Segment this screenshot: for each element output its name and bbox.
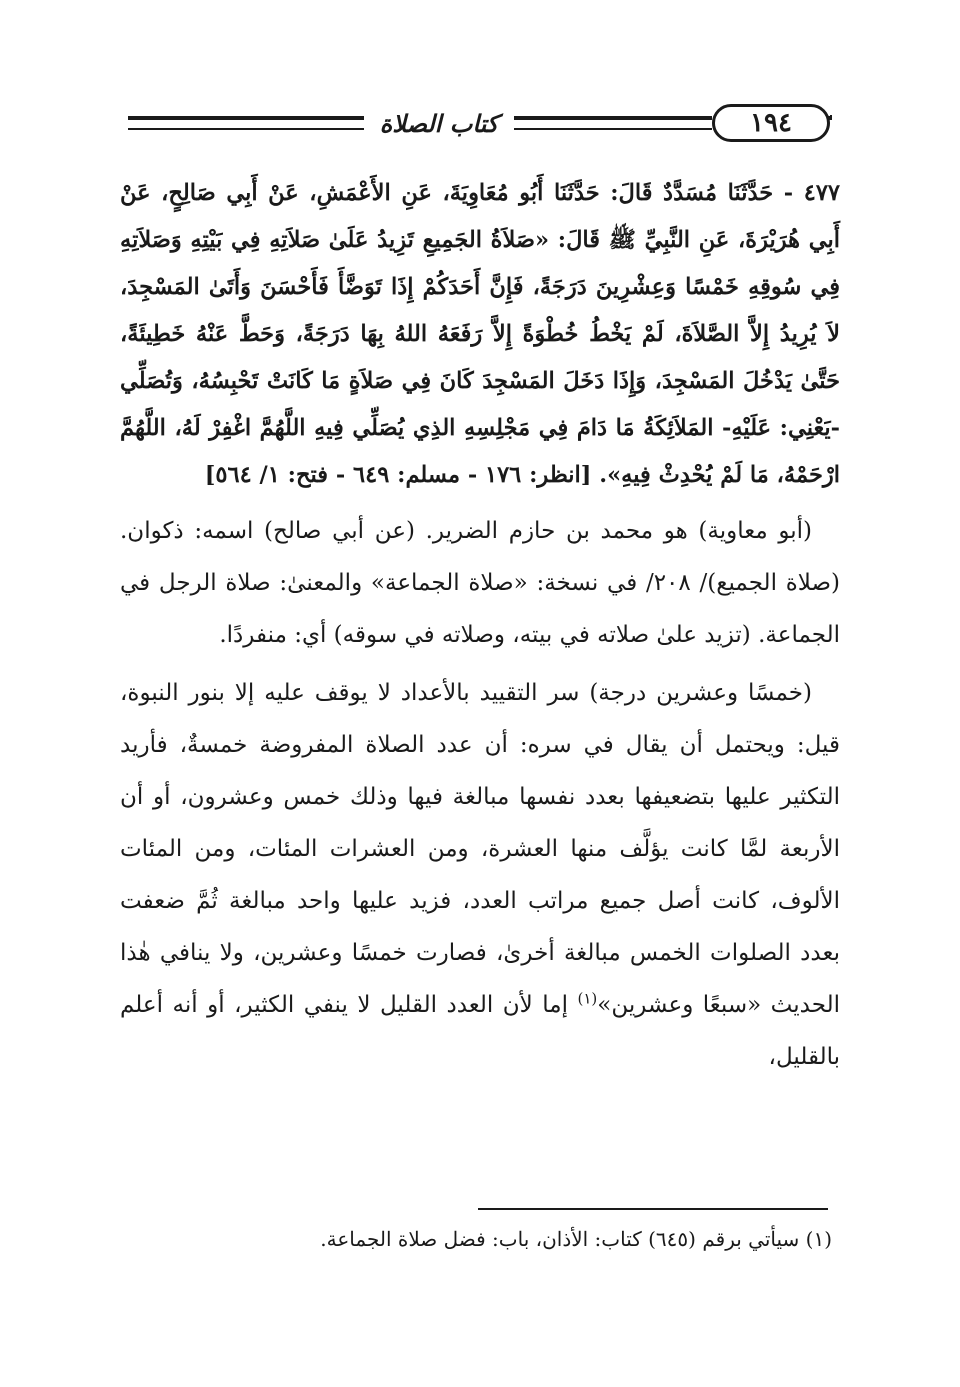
page-header xyxy=(128,102,832,146)
header-rule-middle-top xyxy=(514,116,712,120)
footnote-separator xyxy=(478,1208,828,1210)
footnote: (١) سيأتي برقم (٦٤٥) كتاب: الأذان، باب: فضل صلاة الجماعة. xyxy=(320,1227,832,1251)
header-rule-left-top xyxy=(128,116,364,120)
commentary-paragraph-2-tail: إما لأن العدد القليل لا ينفي الكثير، أو أنه أعلم بالقليل، xyxy=(120,992,840,1070)
header-rule-middle-bottom xyxy=(514,128,712,130)
hadith-text: ٤٧٧ - حَدَّثَنَا مُسَدَّدٌ قَالَ: حَدَّثَنَا أَبُو مُعَاوِيَةَ، عَنِ الأَعْمَشِ، عَنْ أَبِي صَالِحٍ، عَنْ أَبِي هُرَيْرَةَ، عَنِ النَّبِيِّ ﷺ قَالَ: «صَلاَةُ الجَمِيعِ تَزِيدُ عَلَىٰ صَلاَتِهِ فِي بَيْتِهِ وَصَلاَتِهِ فِي سُوقِهِ خَمْسًا وَعِشْرِينَ دَرَجَةً، فَإِنَّ أَحَدَكُمْ إِذَا تَوَضَّأَ فَأَحْسَنَ وَأَتَىٰ المَسْجِدَ، لاَ يُرِيدُ إِلاَّ الصَّلاَةَ، لَمْ يَخْطُ خُطْوَةً إِلاَّ رَفَعَهُ اللهُ بِهَا دَرَجَةً، وَحَطَّ عَنْهُ خَطِيئَةً، حَتَّىٰ يَدْخُلَ المَسْجِدَ، وَإِذَا دَخَلَ المَسْجِدَ كَانَ فِي صَلاَةٍ مَا كَانَتْ تَحْبِسُهُ، وَتُصَلِّي -يَعْنِي: عَلَيْهِ- المَلاَئِكَةُ مَا دَامَ فِي مَجْلِسِهِ الذِي يُصَلِّي فِيهِ اللَّهُمَّ اغْفِرْ لَهُ، اللَّهُمَّ ارْحَمْهُ، مَا لَمْ يُحْدِثْ فِيهِ». [انظر: ١٧٦ - مسلم: ٦٤٩ - فتح: ١/ ٥٦٤] xyxy=(120,180,840,488)
page-content xyxy=(120,170,840,1083)
commentary-paragraph-1 xyxy=(120,505,840,661)
footnote-marker: (١) xyxy=(577,989,598,1008)
header-rule-right-top xyxy=(830,115,832,119)
commentary-paragraph-1-text: (أبو معاوية) هو محمد بن حازم الضرير. (عن أبي صالح) اسمه: ذكوان. (صلاة الجميع)/ ٢٠٨/ في نسخة: «صلاة الجماعة» والمعنىٰ: صلاة الرجل في الجماعة. (تزيد علىٰ صلاته في بيته، وصلاته في سوقه) أي: منفردًا. xyxy=(120,518,840,648)
page-number: ١٩٤ xyxy=(712,104,830,142)
book-title: كتاب الصلاة xyxy=(364,104,514,142)
header-rule-left-bottom xyxy=(128,128,364,130)
commentary-paragraph-2-text: (خمسًا وعشرين درجة) سر التقييد بالأعداد لا يوقف عليه إلا بنور النبوة، قيل: ويحتمل أن يقال في سره: أن عدد الصلاة المفروضة خمسةٌ، فأريد التكثير عليها بتضعيفها بعدد نفسها مبالغة فيها وذلك خمس وعشرون، أو أن الأربعة لمَّا كانت يؤلَّف منها العشرة، ومن العشرات المئات، ومن المئات الألوف، كانت أصل جميع مراتب العدد، فزيد عليها واحد مبالغة ثُمَّ ضعفت بعدد الصلوات الخمس مبالغة أخرىٰ، فصارت خمسًا وعشرين، ولا ينافي هٰذا الحديث «سبعًا وعشرين» xyxy=(120,680,840,1018)
commentary-paragraph-2 xyxy=(120,667,840,1083)
